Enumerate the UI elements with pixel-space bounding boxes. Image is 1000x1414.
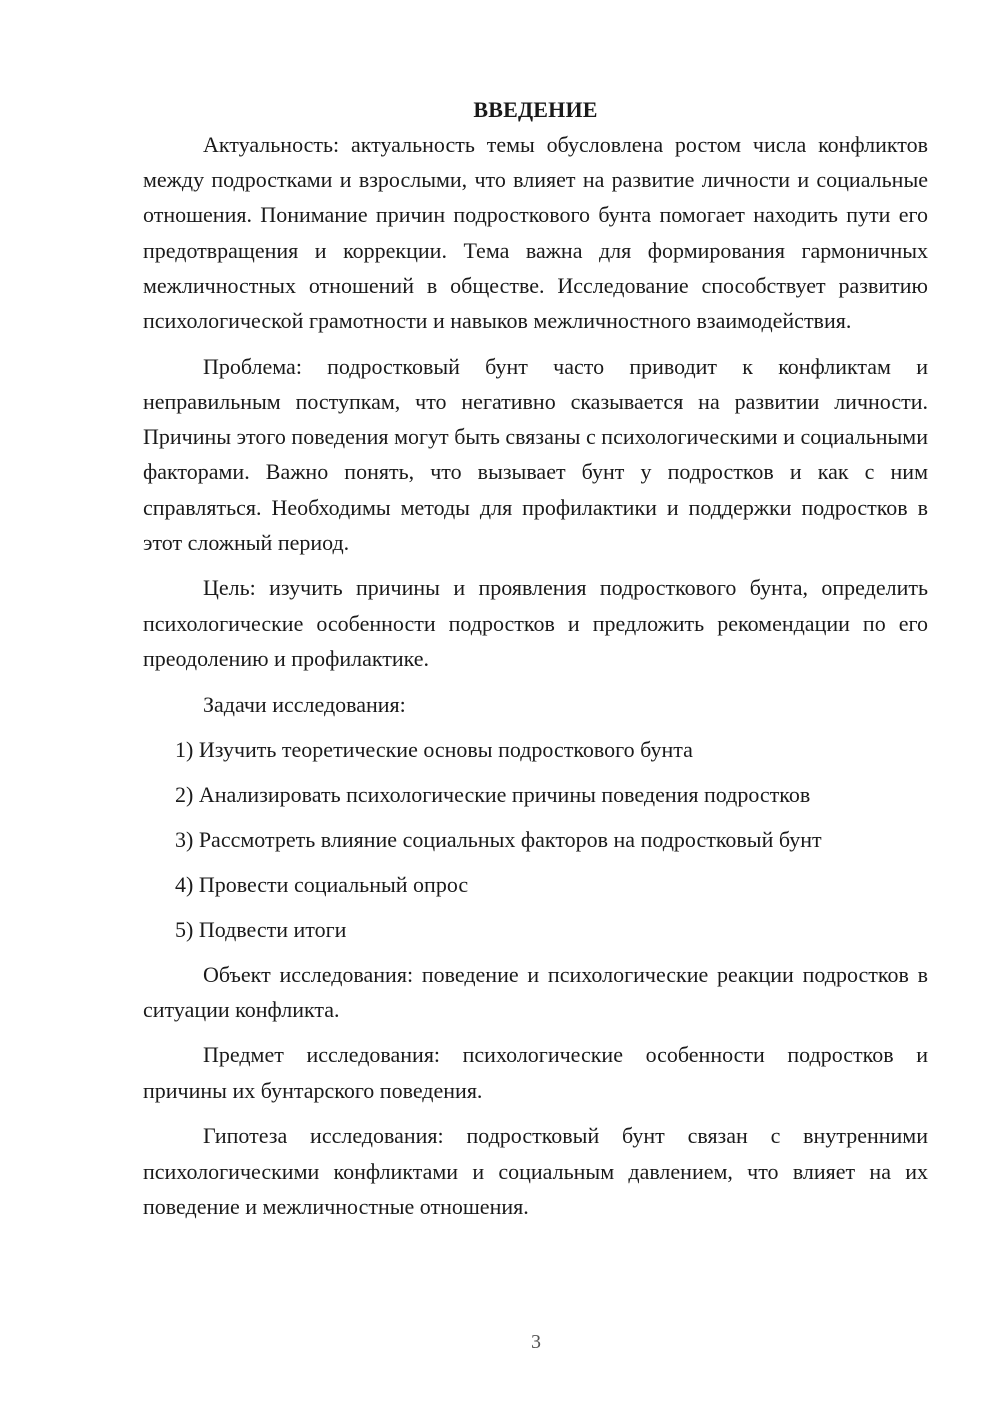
relevance-paragraph: Актуальность: актуальность темы обусловлена ростом числа конфликтов между подростками и взрослыми, что влияет на развитие личности и социальные отношения. Понимание причин подросткового бунта помогает находить пути его предотвращения и коррекции. Тема важна для формирования гармоничных межличностных отношений в обществе. Исследование способствует развитию психологической грамотности и навыков межличностного взаимодействия. — [143, 132, 928, 334]
task-item: 2) Анализировать психологические причины поведения подростков — [175, 781, 811, 807]
problem-paragraph: Проблема: подростковый бунт часто приводит к конфликтам и неправильным поступкам, что негативно сказывается на развитии личности. Причины этого поведения могут быть связаны с психологическими и социальными факторами. Важно понять, что вызывает бунт у подростков и как с ним справляться. Необходимы методы для профилактики и поддержки подростков в этот сложный период. — [143, 353, 928, 555]
task-item: 5) Подвести итоги — [175, 916, 347, 942]
task-item: 4) Провести социальный опрос — [175, 871, 469, 897]
document-page — [143, 92, 928, 1234]
task-list — [143, 732, 928, 947]
hypothesis-paragraph: Гипотеза исследования: подростковый бунт связан с внутренними психологическими конфликтами и социальным давлением, что влияет на их поведение и межличностные отношения. — [143, 1123, 928, 1219]
task-item: 3) Рассмотреть влияние социальных факторов на подростковый бунт — [175, 826, 822, 852]
subject-paragraph: Предмет исследования: психологические особенности подростков и причины их бунтарского поведения. — [143, 1042, 928, 1103]
section-title: ВВЕДЕНИЕ — [473, 97, 598, 122]
object-paragraph: Объект исследования: поведение и психологические реакции подростков в ситуации конфликта. — [143, 961, 928, 1022]
page-number: 3 — [531, 1331, 541, 1353]
task-item: 1) Изучить теоретические основы подросткового бунта — [175, 736, 693, 762]
tasks-heading: Задачи исследования: — [203, 691, 406, 717]
goal-paragraph: Цель: изучить причины и проявления подросткового бунта, определить психологические особенности подростков и предложить рекомендации по его преодолению и профилактике. — [143, 575, 928, 671]
